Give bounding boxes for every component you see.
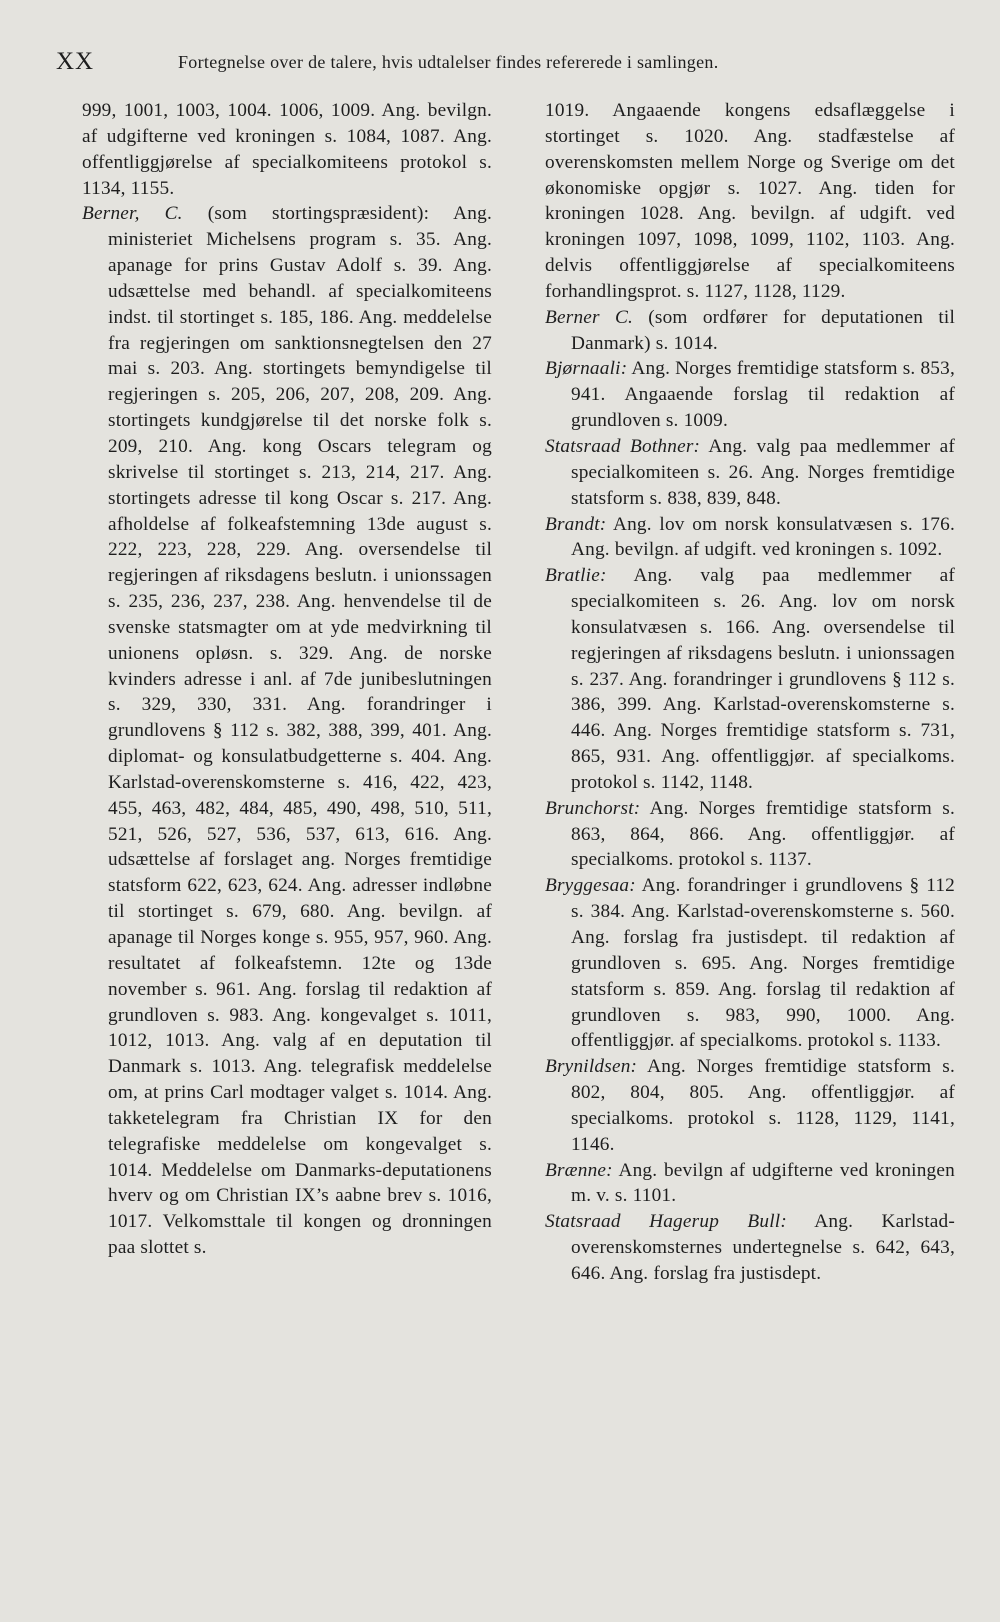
index-entry [545, 563, 955, 796]
speaker-name: Brandt: [545, 513, 607, 535]
index-entry [545, 434, 955, 512]
entry-text: (som stortingspræsident): Ang. ministeriet Michelsens program s. 35. Ang. apanage for prins Gustav Adolf s. 39. Ang. udsættelse med behandl. af specialkomiteens indst. til stortinget s. 185, 186. Ang. meddelelse fra regjeringen om sanktionsnegtelsen den 27 mai s. 203. Ang. stortingets bemyndigelse til regjeringen s. 205, 206, 207, 208, 209. Ang. stortingets kundgjørelse til det norske folk s. 209, 210. Ang. kong Oscars telegram og skrivelse til stortinget s. 213, 214, 217. Ang. stortingets adresse til kong Oscar s. 217. Ang. afholdelse af folkeafstemning 13de august s. 222, 223, 228, 229. Ang. oversendelse til regjeringen af riksdagens beslutn. i unionssagen s. 235, 236, 237, 238. Ang. henvendelse til de svenske statsmagter om at yde medvirkning til unionens opløsn. s. 329. Ang. de norske kvinders adresse i anl. af 7de junibeslutningen s. 329, 330, 331. Ang. forandringer i grundlovens § 112 s. 382, 388, 399, 401. Ang. diplomat- og konsulatbudgetterne s. 404. Ang. Karlstad-overenskomsterne s. 416, 422, 423, 455, 463, 482, 484, 485, 490, 498, 510, 511, 521, 526, 527, 536, 537, 613, 616. Ang. udsættelse af forslaget ang. Norges fremtidige statsform 622, 623, 624. Ang. adresser indløbne til stortinget s. 679, 680. Ang. bevilgn. af apanage til Norges konge s. 955, 957, 960. Ang. resultatet af folkeafstemn. 12te og 13de november s. 961. Ang. forslag til redaktion af grundloven s. 983. Ang. kongevalget s. 1011, 1012, 1013. Ang. valg af en deputation til Danmark s. 1013. Ang. telegrafisk meddelelse om, at prins Carl modtager valget s. 1014. Ang. takketelegram fra Christian IX for den telegrafiske meddelelse om kongevalget s. 1014. Meddelelse om Danmarks-deputationens hverv og om Christian IX’s aabne brev s. 1016, 1017. Velkomsttale til kongen og dronningen paa slottet s. [108, 203, 492, 1259]
entry-text: Ang. valg paa medlemmer af specialkomiteen s. 26. Ang. lov om norsk konsulatvæsen s. 166. Ang. oversendelse til regjeringen af riksdagens beslutn. i unionssagen s. 237. Ang. forandringer i grundlovens § 112 s. 386, 399. Ang. Karlstad-overenskomsterne s. 446. Ang. Norges fremtidige statsform s. 731, 865, 931. Ang. offentliggjør. af specialkoms. protokol s. 1142, 1148. [571, 565, 955, 793]
left-column [82, 98, 492, 1261]
index-entry [545, 796, 955, 874]
entry-text: Ang. lov om norsk konsulatvæsen s. 176. Ang. bevilgn. af udgift. ved kroningen s. 1092. [571, 513, 955, 561]
entry-text: Ang. Karlstad-overenskomsternes undertegnelse s. 642, 643, 646. Ang. forslag fra justisdept. [571, 1211, 955, 1284]
entry-text: Ang. Norges fremtidige statsform s. 863, 864, 866. Ang. offentliggjør. af specialkoms. protokol s. 1137. [571, 797, 955, 871]
speaker-name: Brænne: [545, 1159, 613, 1181]
entry-text: Ang. forandringer i grundlovens § 112 s. 384. Ang. Karlstad-overenskomsterne s. 560. Ang. forslag fra justisdept. til redaktion af grundloven s. 695. Ang. Norges fremtidige statsform s. 859. Ang. forslag til redaktion af grundloven s. 983, 990, 1000. Ang. offentliggjør. af specialkoms. protokol s. 1133. [571, 875, 955, 1052]
entry-text: Ang. Norges fremtidige statsform s. 853, 941. Angaaende forslag til redaktion af grundloven s. 1009. [571, 358, 955, 432]
speaker-name: Berner C. [545, 306, 634, 328]
entry-text: Ang. bevilgn af udgifterne ved kroningen m. v. s. 1101. [571, 1159, 955, 1207]
speaker-name: Statsraad Hagerup Bull: [545, 1211, 787, 1233]
speaker-name: Bryggesaa: [545, 875, 636, 897]
entry-text: (som ordfører for deputationen til Danmark) s. 1014. [571, 306, 956, 354]
page-header [56, 48, 960, 78]
entry-text: 999, 1001, 1003, 1004. 1006, 1009. Ang. bevilgn. af udgifterne ved kroningen s. 1084, 1087. Ang. offentliggjørelse af specialkomiteens protokol s. 1134, 1155. [82, 100, 492, 199]
running-title: Fortegnelse over de talere, hvis udtalelser findes refererede i samlingen. [178, 52, 719, 72]
entry-text: Ang. Norges fremtidige statsform s. 802, 804, 805. Ang. offentliggjør. af specialkoms. protokol s. 1128, 1129, 1141, 1146. [571, 1056, 955, 1155]
right-column [545, 98, 955, 1287]
speaker-name: Berner, C. [82, 203, 183, 225]
index-entry [545, 512, 955, 564]
page-number: XX [56, 48, 95, 75]
entry-text: 1019. Angaaende kongens edsaflæggelse i stortinget s. 1020. Ang. stadfæstelse af overenskomsten mellem Norge og Sverige om det økonomiske opgjør s. 1027. Ang. tiden for kroningen 1028. Ang. bevilgn. af udgift. ved kroningen 1097, 1098, 1099, 1102, 1103. Ang. delvis offentliggjørelse af specialkomiteens forhandlingsprot. s. 1127, 1128, 1129. [545, 100, 955, 302]
speaker-name: Brynildsen: [545, 1056, 638, 1078]
index-entry [545, 356, 955, 434]
index-entry [545, 1158, 955, 1210]
index-entry [545, 873, 955, 1054]
speaker-name: Bratlie: [545, 565, 607, 587]
entry-text: Ang. valg paa medlemmer af specialkomiteen s. 26. Ang. Norges fremtidige statsform s. 838, 839, 848. [571, 435, 955, 509]
speaker-name: Bjørnaali: [545, 358, 628, 380]
index-entry [545, 305, 955, 357]
index-entry [82, 98, 492, 201]
index-entry [82, 201, 492, 1261]
index-entry [545, 1209, 955, 1287]
index-entry [545, 1054, 955, 1157]
speaker-name: Brunchorst: [545, 797, 641, 819]
index-entry [545, 98, 955, 305]
speaker-name: Statsraad Bothner: [545, 435, 701, 457]
